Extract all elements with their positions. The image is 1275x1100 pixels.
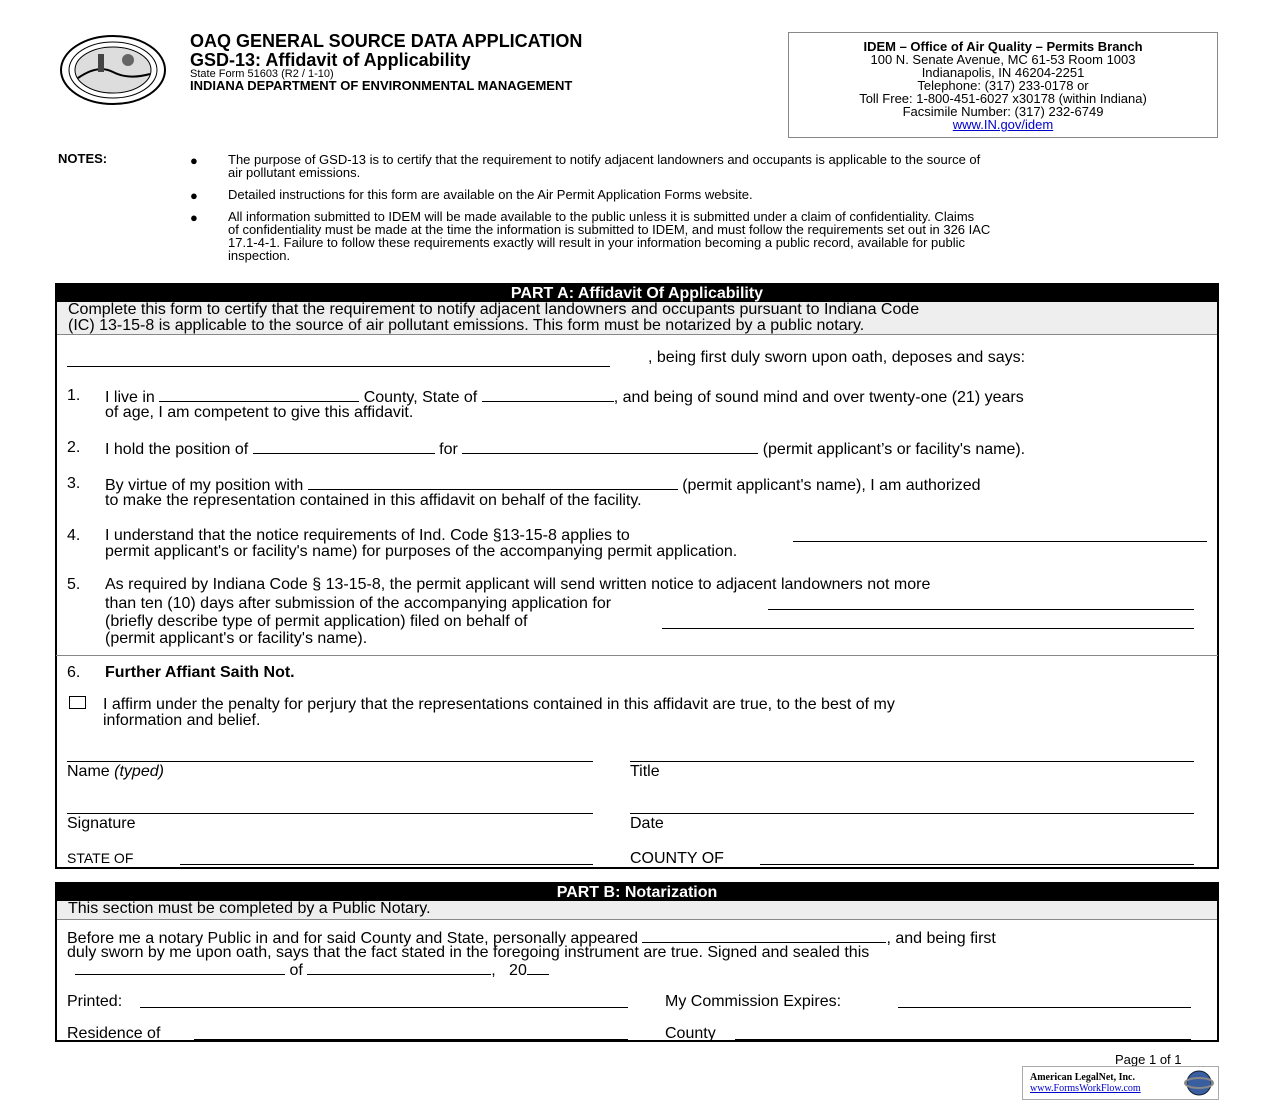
note-1: The purpose of GSD-13 is to certify that the requirement to notify adjacent landowners and occupants is applicable to the source of air pollutant emissions. xyxy=(228,152,981,180)
state-of-field[interactable] xyxy=(180,864,593,865)
item-number: 2. xyxy=(67,439,81,456)
behalf-of-field[interactable] xyxy=(662,628,1194,629)
item-5-line-1: As required by Indiana Code § 13-15-8, the permit applicant will send written notice to adjacent landowners not more xyxy=(105,576,931,593)
county-label: County xyxy=(665,1025,716,1042)
name-field[interactable] xyxy=(67,761,593,762)
affirm-line-1: I affirm under the penalty for perjury that the representations contained in this affidavit are true, to the best of my xyxy=(103,696,895,713)
bullet-icon: ● xyxy=(190,188,198,203)
title-label: Title xyxy=(630,763,660,780)
residence-field[interactable] xyxy=(194,1039,628,1040)
affirm-checkbox[interactable] xyxy=(69,696,86,709)
item-number: 1. xyxy=(67,387,81,404)
item-5-line-2: than ten (10) days after submission of the accompanying application for xyxy=(105,595,612,612)
item-number: 6. xyxy=(67,664,81,681)
month-field[interactable] xyxy=(307,960,491,975)
notes-label: NOTES: xyxy=(58,151,108,166)
office-name: IDEM – Office of Air Quality – Permits Branch xyxy=(863,39,1143,54)
notary-line-2: duly sworn by me upon oath, says that the fact stated in the foregoing instrument are true. Signed and sealed this xyxy=(67,944,870,961)
item-number: 5. xyxy=(67,576,81,593)
item-6-text: Further Affiant Saith Not. xyxy=(105,664,295,681)
signature-label: Signature xyxy=(67,815,136,832)
department-name: INDIANA DEPARTMENT OF ENVIRONMENTAL MANAGEMENT xyxy=(190,78,573,93)
note-3: All information submitted to IDEM will be made available to the public unless it is submitted under a claim of confidentiality. Claims of confidentiality must be made at the time the information is submitted to IDEM, and must follow the requirements set out in 326 IAC 17.1-4-1. Failure to follow these requirements exactly will result in your information becoming a public record, available for public inspection. xyxy=(228,209,991,263)
affiant-name-line[interactable] xyxy=(67,366,610,367)
residence-label: Residence of xyxy=(67,1025,161,1042)
telephone: Telephone: (317) 233-0178 or xyxy=(917,78,1089,93)
year-field[interactable] xyxy=(527,960,549,975)
appeared-field[interactable] xyxy=(642,928,886,943)
signature-field[interactable] xyxy=(67,813,593,814)
permit-type-field[interactable] xyxy=(768,609,1194,610)
street-address: 100 N. Senate Avenue, MC 61-53 Room 1003 xyxy=(870,52,1136,67)
affirm-line-2: information and belief. xyxy=(103,712,261,729)
fax: Facsimile Number: (317) 232-6749 xyxy=(902,104,1104,119)
sworn-text: , being first duly sworn upon oath, deposes and says: xyxy=(648,349,1026,366)
item-2-line: I hold the position of for (permit applicant’s or facility's name). xyxy=(105,441,1026,458)
website-link[interactable]: www.IN.gov/idem xyxy=(952,117,1054,132)
publisher-url[interactable]: www.FormsWorkFlow.com xyxy=(1030,1083,1141,1094)
item-4-line-1: I understand that the notice requirements of Ind. Code §13-15-8 applies to xyxy=(105,527,630,544)
facility-name-field[interactable] xyxy=(462,439,758,454)
part-b-description: This section must be completed by a Public Notary. xyxy=(57,901,1217,920)
printed-field[interactable] xyxy=(140,1007,628,1008)
date-label: Date xyxy=(630,815,664,832)
publisher-name: American LegalNet, Inc. xyxy=(1030,1072,1135,1083)
item-1-line-2: of age, I am competent to give this affidavit. xyxy=(105,404,414,421)
address-box xyxy=(788,32,1218,138)
globe-icon xyxy=(1182,1069,1216,1097)
state-field[interactable] xyxy=(482,387,614,402)
part-a-description: Complete this form to certify that the requirement to notify adjacent landowners and occupants pursuant to Indiana Code (IC) 13-15-8 is applicable to the source of air pollutant emissions. This form must be notarized by a public notary. xyxy=(57,302,1217,335)
part-a-heading: PART A: Affidavit Of Applicability xyxy=(57,285,1217,302)
item-4-field[interactable] xyxy=(793,541,1207,542)
item-3-line-2: to make the representation contained in this affidavit on behalf of the facility. xyxy=(105,492,642,509)
notary-line-1: Before me a notary Public in and for said County and State, personally appeared , and being first xyxy=(67,930,996,947)
county-field[interactable] xyxy=(159,387,359,402)
applicant-name-field[interactable] xyxy=(308,475,678,490)
item-number: 3. xyxy=(67,475,81,492)
page-number: Page 1 of 1 xyxy=(1115,1052,1182,1067)
name-label: Name (typed) xyxy=(67,763,164,780)
state-seal-logo xyxy=(58,34,168,106)
item-number: 4. xyxy=(67,527,81,544)
form-number: State Form 51603 (R2 / 1-10) xyxy=(190,68,334,80)
toll-free: Toll Free: 1-800-451-6027 x30178 (within Indiana) xyxy=(859,91,1147,106)
item-5-line-3: (briefly describe type of permit application) filed on behalf of xyxy=(105,613,528,630)
day-field[interactable] xyxy=(75,960,285,975)
county-of-label: COUNTY OF xyxy=(630,850,724,867)
part-b-heading: PART B: Notarization xyxy=(57,884,1217,901)
item-1-line-1: I live in County, State of , and being of sound mind and over twenty-one (21) years xyxy=(105,389,1024,406)
city-address: Indianapolis, IN 46204-2251 xyxy=(921,65,1085,80)
title-field[interactable] xyxy=(630,761,1194,762)
item-5-line-4: (permit applicant's or facility's name). xyxy=(105,630,368,647)
form-subtitle: GSD-13: Affidavit of Applicability xyxy=(190,50,471,70)
county-of-field[interactable] xyxy=(760,864,1194,865)
printed-label: Printed: xyxy=(67,993,123,1010)
date-field[interactable] xyxy=(630,813,1194,814)
commission-field[interactable] xyxy=(898,1007,1191,1008)
item-4-line-2: permit applicant's or facility's name) for purposes of the accompanying permit application. xyxy=(105,543,738,560)
bullet-icon: ● xyxy=(190,153,198,168)
note-2: Detailed instructions for this form are available on the Air Permit Application Forms website. xyxy=(228,187,753,202)
notary-date-line: of , 20 xyxy=(75,960,549,979)
form-title: OAQ GENERAL SOURCE DATA APPLICATION xyxy=(190,31,583,51)
bullet-icon: ● xyxy=(190,210,198,225)
item-3-line-1: By virtue of my position with (permit applicant's name), I am authorized xyxy=(105,477,981,494)
position-field[interactable] xyxy=(253,439,435,454)
commission-label: My Commission Expires: xyxy=(665,993,842,1010)
county-field[interactable] xyxy=(735,1039,1191,1040)
state-of-label: STATE OF xyxy=(67,850,134,866)
